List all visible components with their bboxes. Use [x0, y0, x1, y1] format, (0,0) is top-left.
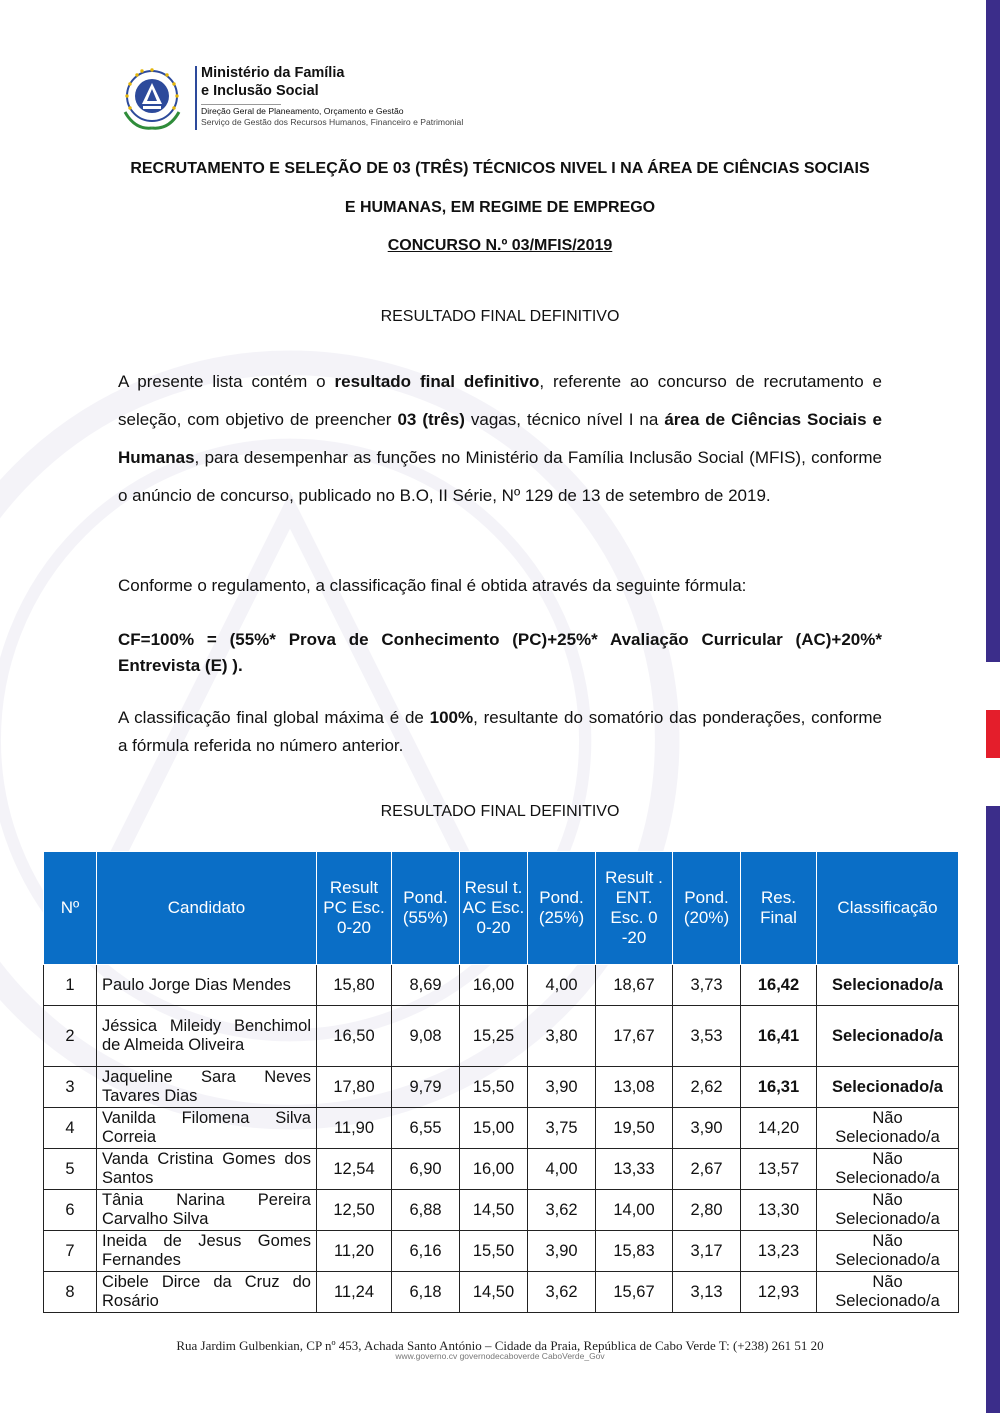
cell-name: Vanilda Filomena Silva Correia	[97, 1108, 317, 1149]
cell-num: 3	[44, 1067, 97, 1108]
dept-line-2: Serviço de Gestão dos Recursos Humanos, Financeiro e Patrimonial	[201, 117, 464, 127]
header-candidate: Candidato	[97, 852, 317, 965]
side-bar-red	[986, 710, 1000, 758]
result-heading: RESULTADO FINAL DEFINITIVO	[380, 308, 620, 325]
cell-pond-pc: 6,55	[392, 1108, 460, 1149]
cell-pond-pc: 6,90	[392, 1149, 460, 1190]
cell-name: Cibele Dirce da Cruz do Rosário	[97, 1272, 317, 1313]
cell-num: 2	[44, 1006, 97, 1067]
cell-ac: 14,50	[460, 1272, 528, 1313]
cell-num: 8	[44, 1272, 97, 1313]
ministry-line-1: Ministério da Família	[201, 65, 345, 81]
footer-address: Rua Jardim Gulbenkian, CP nº 453, Achada Santo António – Cidade da Praia, República de Cabo Verde T: (+238) 261 51 20	[176, 1338, 824, 1353]
cabo-verde-seal-icon	[115, 62, 189, 134]
cell-ac: 15,25	[460, 1006, 528, 1067]
cell-pond-pc: 9,08	[392, 1006, 460, 1067]
cell-pond-ent: 3,53	[673, 1006, 741, 1067]
contest-number: CONCURSO N.º 03/MFIS/2019	[387, 237, 613, 254]
cell-final: 16,41	[741, 1006, 817, 1067]
cell-pond-ac: 3,90	[528, 1231, 596, 1272]
header-class: Classificação	[817, 852, 959, 965]
department-name	[201, 106, 463, 128]
cell-class: Não Selecionado/a	[817, 1108, 959, 1149]
cell-class: Selecionado/a	[817, 1067, 959, 1108]
cell-num: 1	[44, 965, 97, 1006]
cell-num: 6	[44, 1190, 97, 1231]
title-line-2: E HUMANAS, EM REGIME DE EMPREGO	[344, 199, 656, 216]
intro-text-2: , referente ao concurso de recrutamento e seleção, com objetivo de preencher	[118, 372, 883, 429]
cell-class: Não Selecionado/a	[817, 1231, 959, 1272]
cell-ent: 17,67	[596, 1006, 673, 1067]
cell-final: 16,31	[741, 1067, 817, 1108]
cell-ent: 13,33	[596, 1149, 673, 1190]
cell-pond-pc: 8,69	[392, 965, 460, 1006]
side-bar-blue-top	[986, 0, 1000, 662]
cell-num: 4	[44, 1108, 97, 1149]
table-row	[44, 1006, 959, 1067]
cell-num: 7	[44, 1231, 97, 1272]
table-row	[44, 965, 959, 1006]
cell-ac: 15,50	[460, 1067, 528, 1108]
cell-ac: 14,50	[460, 1190, 528, 1231]
formula: CF=100% = (55%* Prova de Conhecimento (PC)+25%* Avaliação Curricular (AC)+20%* Entrevista (E) ).	[118, 630, 882, 675]
cell-pc: 11,24	[317, 1272, 392, 1313]
table-row	[44, 1108, 959, 1149]
cell-ac: 15,50	[460, 1231, 528, 1272]
intro-bold-2: 03 (três)	[397, 410, 465, 429]
header-pond-ent: Pond. (20%)	[673, 852, 741, 965]
cell-ent: 15,83	[596, 1231, 673, 1272]
intro-paragraph	[118, 363, 882, 515]
cell-pc: 16,50	[317, 1006, 392, 1067]
side-bar-blue-bottom	[986, 806, 1000, 1413]
header-pc: Result PC Esc. 0-20	[317, 852, 392, 965]
cell-name: Tânia Narina Pereira Carvalho Silva	[97, 1190, 317, 1231]
cell-final: 13,23	[741, 1231, 817, 1272]
cell-pond-ent: 3,13	[673, 1272, 741, 1313]
cell-pond-ent: 2,67	[673, 1149, 741, 1190]
cell-pond-ac: 3,62	[528, 1190, 596, 1231]
footer-social-links: www.governo.cv governodecaboverde CaboVerde_Gov	[395, 1351, 605, 1361]
cell-pond-ac: 3,75	[528, 1108, 596, 1149]
cell-final: 14,20	[741, 1108, 817, 1149]
cell-final: 13,30	[741, 1190, 817, 1231]
table-row	[44, 1272, 959, 1313]
letterhead	[115, 62, 495, 134]
letterhead-divider	[195, 66, 197, 130]
cell-pond-ent: 3,17	[673, 1231, 741, 1272]
cell-pond-ac: 4,00	[528, 965, 596, 1006]
cell-ent: 15,67	[596, 1272, 673, 1313]
cell-pond-ac: 3,80	[528, 1006, 596, 1067]
ministry-name	[201, 64, 344, 100]
cell-pond-pc: 9,79	[392, 1067, 460, 1108]
cell-class: Selecionado/a	[817, 1006, 959, 1067]
title-line-1: RECRUTAMENTO E SELEÇÃO DE 03 (TRÊS) TÉCNICOS NIVEL I NA ÁREA DE CIÊNCIAS SOCIAIS	[130, 160, 870, 177]
intro-text-4: , para desempenhar as funções no Ministério da Família Inclusão Social (MFIS), conforme o anúncio de concurso, publicado no B.O, II Série, Nº 129 de 13 de setembro de 2019.	[118, 448, 882, 505]
header-ent: Result . ENT. Esc. 0 -20	[596, 852, 673, 965]
cell-ent: 14,00	[596, 1190, 673, 1231]
header-pond-pc: Pond. (55%)	[392, 852, 460, 965]
cell-class: Não Selecionado/a	[817, 1190, 959, 1231]
table-row	[44, 1149, 959, 1190]
header-ac: Resul t. AC Esc. 0-20	[460, 852, 528, 965]
cell-pond-ac: 3,62	[528, 1272, 596, 1313]
cell-ent: 18,67	[596, 965, 673, 1006]
max-text-2: , resultante do somatório das ponderações, conforme a fórmula referida no número anterior.	[118, 708, 882, 755]
header-num: Nº	[44, 852, 97, 965]
table-header-row	[44, 852, 959, 965]
cell-pc: 12,50	[317, 1190, 392, 1231]
cell-pc: 11,20	[317, 1231, 392, 1272]
cell-ent: 13,08	[596, 1067, 673, 1108]
cell-class: Não Selecionado/a	[817, 1272, 959, 1313]
cell-class: Selecionado/a	[817, 965, 959, 1006]
intro-text-3: vagas, técnico nível I na	[464, 410, 665, 429]
cell-ent: 19,50	[596, 1108, 673, 1149]
results-table	[43, 851, 959, 1313]
regulation-paragraph: Conforme o regulamento, a classificação final é obtida através da seguinte fórmula:	[118, 576, 747, 595]
cell-pond-ent: 2,80	[673, 1190, 741, 1231]
cell-pc: 11,90	[317, 1108, 392, 1149]
cell-pond-ent: 3,73	[673, 965, 741, 1006]
cell-ac: 15,00	[460, 1108, 528, 1149]
cell-pc: 17,80	[317, 1067, 392, 1108]
cell-num: 5	[44, 1149, 97, 1190]
cell-name: Jéssica Mileidy Benchimol de Almeida Oliveira	[97, 1006, 317, 1067]
table-row	[44, 1190, 959, 1231]
header-final: Res. Final	[741, 852, 817, 965]
table-row	[44, 1231, 959, 1272]
max-bold: 100%	[429, 708, 474, 727]
cell-pond-ac: 3,90	[528, 1067, 596, 1108]
header-pond-ac: Pond. (25%)	[528, 852, 596, 965]
cell-final: 12,93	[741, 1272, 817, 1313]
intro-bold-1: resultado final definitivo	[334, 372, 540, 391]
dept-line-1: Direção Geral de Planeamento, Orçamento e Gestão	[201, 106, 404, 116]
cell-name: Paulo Jorge Dias Mendes	[97, 965, 317, 1006]
cell-pond-ent: 2,62	[673, 1067, 741, 1108]
table-row	[44, 1067, 959, 1108]
max-text-1: A classificação final global máxima é de	[118, 708, 430, 727]
cell-name: Vanda Cristina Gomes dos Santos	[97, 1149, 317, 1190]
intro-text-1: A presente lista contém o	[118, 372, 335, 391]
table-title: RESULTADO FINAL DEFINITIVO	[380, 803, 620, 820]
cell-pond-ac: 4,00	[528, 1149, 596, 1190]
cell-final: 13,57	[741, 1149, 817, 1190]
intro-bold-3: área de Ciências Sociais e Humanas	[118, 410, 883, 467]
cell-pc: 15,80	[317, 965, 392, 1006]
cell-class: Não Selecionado/a	[817, 1149, 959, 1190]
dept-rule	[201, 104, 281, 105]
cell-pond-ent: 3,90	[673, 1108, 741, 1149]
ministry-line-2: e Inclusão Social	[201, 83, 319, 99]
cell-pond-pc: 6,88	[392, 1190, 460, 1231]
cell-ac: 16,00	[460, 965, 528, 1006]
cell-pc: 12,54	[317, 1149, 392, 1190]
max-classification-paragraph	[118, 704, 882, 760]
cell-ac: 16,00	[460, 1149, 528, 1190]
cell-pond-pc: 6,18	[392, 1272, 460, 1313]
cell-name: Jaqueline Sara Neves Tavares Dias	[97, 1067, 317, 1108]
cell-pond-pc: 6,16	[392, 1231, 460, 1272]
cell-final: 16,42	[741, 965, 817, 1006]
cell-name: Ineida de Jesus Gomes Fernandes	[97, 1231, 317, 1272]
